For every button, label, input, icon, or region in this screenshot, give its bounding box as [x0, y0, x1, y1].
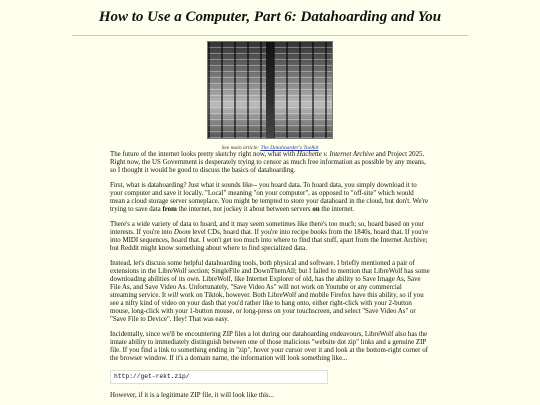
doom-title: Doom — [173, 229, 191, 236]
paragraph-zip: Incidentally, since we'll be encountering ZIP files a lot during our datahoarding endeavours, LibreWolf also has the innate ability to immediately distinguish between one of those malicious "website dot zip" links and a genuine ZIP file. If you find a link to something ending in "zip", hover your cursor over it and look at the bottom-right corner of the browser window. If it's a domain name, the information will look something like... — [110, 331, 428, 362]
photo-aisle — [266, 42, 274, 138]
text-span: There's a wide variety of data to hoard, and it may seem sometimes like there's too much; so, hoard based on your interests. If you're into — [110, 221, 424, 236]
emphasis-from: from — [162, 206, 177, 213]
paragraph-what-is — [110, 182, 430, 214]
paragraph-variety — [110, 221, 430, 253]
text-span: the internet. — [319, 206, 355, 213]
paragraph-intro — [110, 151, 430, 175]
emphasis-will: will — [167, 292, 179, 299]
text-span: and Project 2025. Right now, the US Government is desperately trying to censor as much free information as possible by any means, so I thought it would be good to discuss the basics of datahoarding. — [110, 151, 426, 174]
article-figure — [0, 41, 540, 151]
text-span: The future of the internet looks pretty sketchy right now, what with — [110, 151, 297, 158]
text-span: the internet, not jockey it about between servers — [176, 206, 313, 213]
caption-prefix: See main article: — [221, 145, 261, 151]
code-block-url: http://get-rekt.zip/ — [110, 370, 328, 384]
emphasis-on: on — [312, 206, 320, 213]
main-article-link[interactable]: The Datahoarder's Toolkit — [260, 145, 319, 151]
page-title: How to Use a Computer, Part 6: Datahoarding and You — [98, 9, 442, 25]
paragraph-legit-zip: However, if it is a legitimate ZIP file, it will look like this... — [110, 392, 274, 399]
text-span: work on Tiktok, however. Both LibreWolf and mobile Firefox have this ability, so if you see a nifty kind of video on your dash that you'd rather like to hang onto, either right-click with your 2-button mouse, long-click with your 1-button mouse, or long-press on your touchscreen, and select "Save Video As" or "Save File to Device". Hey! That was easy. — [110, 292, 424, 323]
article-body — [110, 151, 430, 400]
title-divider — [72, 35, 468, 36]
text-span: First, what is datahoarding? Just what it sounds like-- you hoard data. To hoard data, you simply download it to your computer and save it locally. "Local" meaning "on your computer", as opposed to "off-site" which would mean a cloud storage server someplace. You might be tempted to store your datahoard in the cloud, but don't. We're trying to save data — [110, 182, 429, 213]
warehouse-archive-photo — [207, 41, 333, 139]
text-span: level CDs, hoard that. If you're into recipe books from the 1840s, hoard that. If you're into MIDI sequences, hoard that. I won't get too much into where to find that stuff, apart from the Internet Archive; but Reddit might know something about where to find specialized data. — [110, 229, 429, 252]
paragraph-tools — [110, 260, 430, 324]
case-name: Hachette v. Internet Archive — [296, 151, 375, 158]
text-span: Instead, let's discuss some helpful datahoarding tools, both physical and software. I briefly mentioned a pair of extensions in the LibreWolf section; SingleFile and DownThemAll; but I failed to mention that LibreWolf has some downloading abilities of its own. LibreWolf, like Internet Explorer of old, has the ability to Save Image As, Save File As, and Save Video As. Unfortunately, "Save Video As" will not work on Youtube or any commercial streaming service. It — [110, 260, 430, 299]
